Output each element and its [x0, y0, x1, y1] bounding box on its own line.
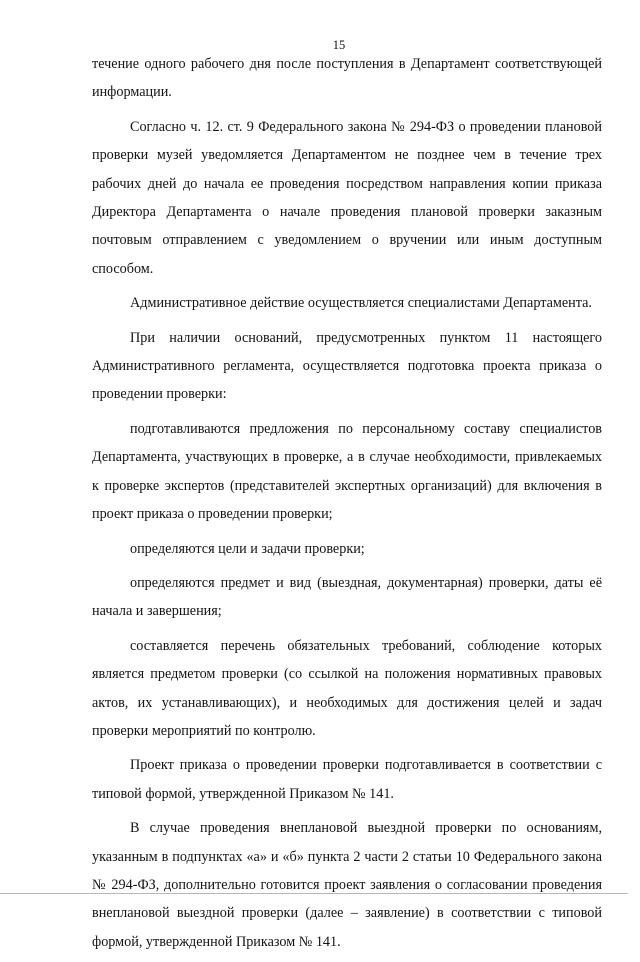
paragraph-unscheduled-check: В случае проведения внеплановой выездной проверки по основаниям, указанным в подпунктах «а» и «б» пункта 2 части 2 статьи 10 Федерального закона № 294-ФЗ, дополнительно готовится проект заявления о согласовании проведения внеплановой выездной проверки (далее – заявление) в соответствии с типовой формой, утвержденной Приказом № 141. [92, 820, 602, 950]
paragraph-grounds: При наличии оснований, предусмотренных пунктом 11 настоящего Административного регламента, осуществляется подготовка проекта приказа о проведении проверки: [92, 329, 602, 403]
paragraph-order-form: Проект приказа о проведении проверки подготавливается в соответствии с типовой формой, утвержденной Приказом № 141. [92, 757, 602, 802]
paragraph-admin-action: Административное действие осуществляется специалистами Департамента. [130, 295, 592, 312]
page-number: 15 [332, 38, 346, 52]
document-body [92, 50, 602, 962]
paragraph-notification: Согласно ч. 12. ст. 9 Федерального закона № 294-ФЗ о проведении плановой проверки музей уведомляется Департаментом не позднее чем в течение трех рабочих дней до начала ее проведения посредством направления копии приказа Директора Департамента о начале проведения плановой проверки заказным почтовым отправлением с уведомлением о вручении или иным доступным способом. [92, 118, 602, 277]
list-item-subject: определяются предмет и вид (выездная, документарная) проверки, даты её начала и завершения; [92, 574, 602, 620]
scan-edge-line [0, 893, 628, 894]
paragraph-continuation: течение одного рабочего дня после поступления в Департамент соответствующей информации. [92, 56, 602, 101]
list-item-proposals: подготавливаются предложения по персональному составу специалистов Департамента, участвующих в проверке, а в случае необходимости, привлекаемых к проверке экспертов (представителей экспертных организаций) для включения в проект приказа о проведении проверки; [92, 420, 602, 523]
list-item-requirements: составляется перечень обязательных требований, соблюдение которых является предметом проверки (со ссылкой на положения нормативных правовых актов, их устанавливающих), и необходимых для достижения целей и задач проверки мероприятий по контролю. [92, 637, 602, 739]
list-item-goals: определяются цели и задачи проверки; [130, 540, 365, 557]
